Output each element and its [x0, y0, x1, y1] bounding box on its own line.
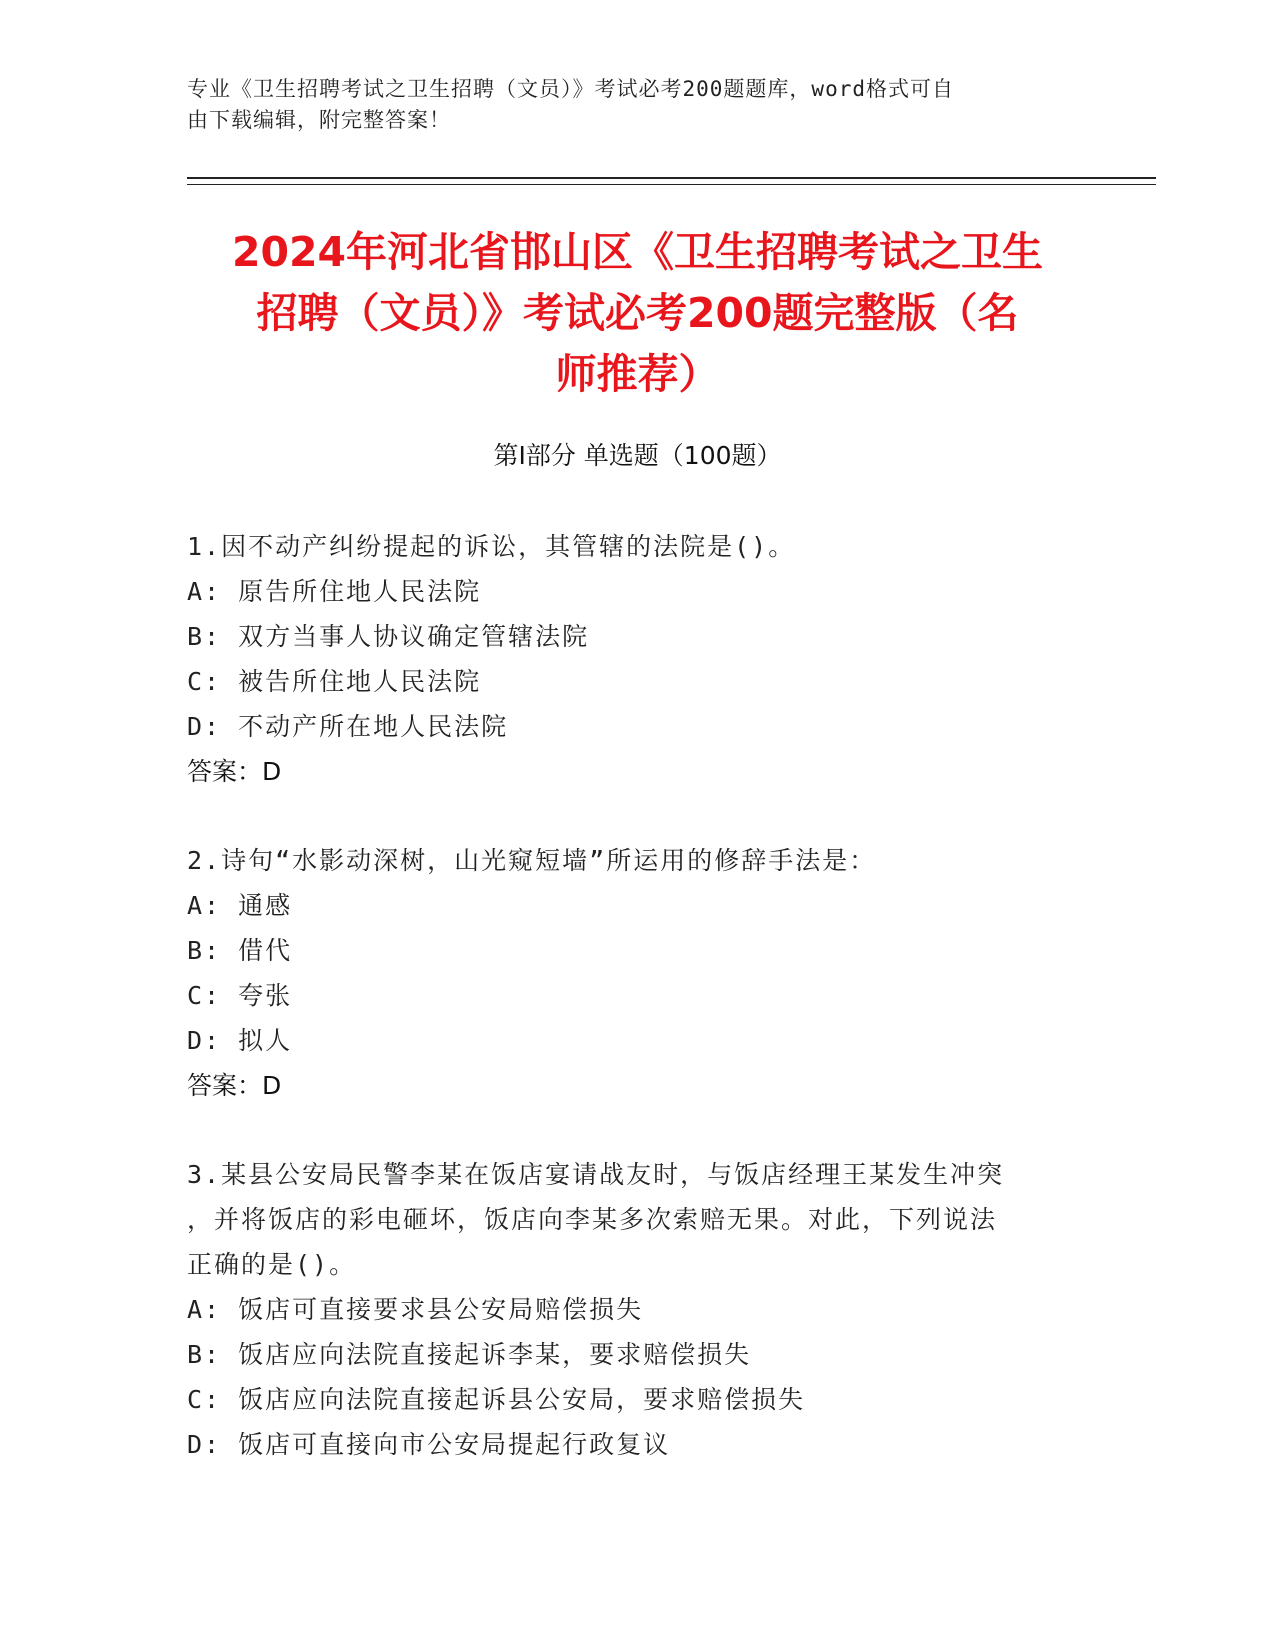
- option-d: D: 不动产所在地人民法院: [187, 712, 509, 741]
- option-c: C: 饭店应向法院直接起诉县公安局，要求赔偿损失: [187, 1385, 806, 1414]
- question-stem-line: ，并将饭店的彩电砸坏，饭店向李某多次索赔无果。对此，下列说法: [187, 1205, 998, 1234]
- option-c: C: 被告所住地人民法院: [187, 667, 482, 696]
- question-stem-line: 3.某县公安局民警李某在饭店宴请战友时，与饭店经理王某发生冲突: [187, 1160, 1005, 1189]
- option-b: B: 双方当事人协议确定管辖法院: [187, 622, 590, 651]
- option-d: D: 饭店可直接向市公安局提起行政复议: [187, 1430, 671, 1459]
- option-c: C: 夸张: [187, 981, 293, 1010]
- document-title: [180, 222, 1095, 405]
- question-stem: 1.因不动产纠纷提起的诉讼，其管辖的法院是()。: [187, 532, 796, 561]
- question-list: [187, 524, 1067, 1511]
- option-b: B: 借代: [187, 936, 293, 965]
- header-note: [187, 74, 1067, 136]
- option-a: A: 通感: [187, 891, 293, 920]
- header-note-line: 专业《卫生招聘考试之卫生招聘（文员）》考试必考200题题库，word格式可自: [187, 77, 954, 101]
- question-stem-line: 正确的是()。: [187, 1250, 357, 1279]
- question-item: [187, 1152, 1067, 1467]
- option-d: D: 拟人: [187, 1026, 293, 1055]
- option-a: A: 原告所住地人民法院: [187, 577, 482, 606]
- option-b: B: 饭店应向法院直接起诉李某，要求赔偿损失: [187, 1340, 752, 1369]
- answer-line: 答案：D: [187, 1071, 282, 1100]
- answer-line: 答案：D: [187, 757, 282, 786]
- title-line: 2024年河北省邯山区《卫生招聘考试之卫生: [231, 228, 1044, 276]
- title-line: 招聘（文员）》考试必考200题完整版（名: [256, 289, 1019, 337]
- header-note-line: 由下载编辑，附完整答案！: [187, 108, 451, 132]
- header-divider-thin: [187, 184, 1156, 185]
- section-title: 第Ⅰ部分 单选题（100题）: [493, 441, 782, 470]
- question-item: [187, 838, 1067, 1108]
- title-line: 师推荐）: [555, 350, 720, 398]
- header-divider-thick: [187, 177, 1156, 179]
- option-a: A: 饭店可直接要求县公安局赔偿损失: [187, 1295, 644, 1324]
- question-item: [187, 524, 1067, 794]
- question-stem: 2.诗句“水影动深树，山光窥短墙”所运用的修辞手法是：: [187, 846, 877, 875]
